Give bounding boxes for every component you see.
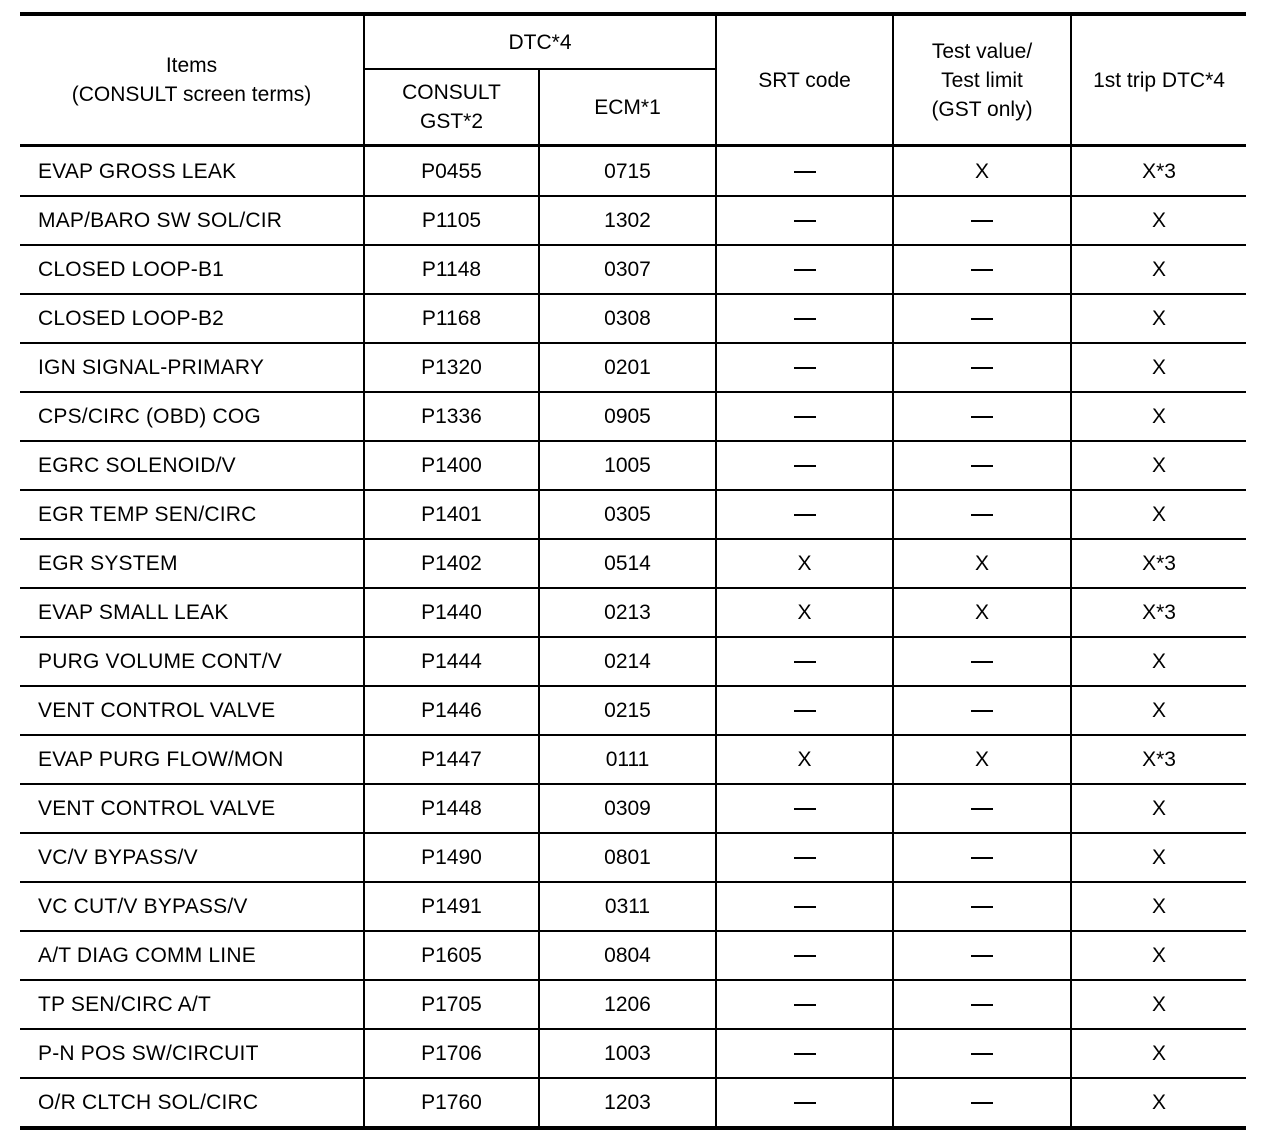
header-ecm: ECM*1 bbox=[539, 69, 716, 146]
cell-srt-code bbox=[716, 441, 893, 490]
cell-srt-code bbox=[716, 490, 893, 539]
table-row bbox=[20, 1078, 1246, 1128]
table-row bbox=[20, 882, 1246, 931]
dash-mark bbox=[794, 318, 816, 320]
cell-srt-code bbox=[716, 784, 893, 833]
cell-consult-gst: P1446 bbox=[364, 686, 539, 735]
cell-srt-code bbox=[716, 196, 893, 245]
cell-consult-gst: P1490 bbox=[364, 833, 539, 882]
cell-consult-gst: P1402 bbox=[364, 539, 539, 588]
dash-mark bbox=[971, 661, 993, 663]
dash-mark bbox=[971, 465, 993, 467]
table-row bbox=[20, 490, 1246, 539]
cell-test-value bbox=[893, 784, 1071, 833]
cell-srt-code: X bbox=[716, 588, 893, 637]
cell-consult-gst: P1401 bbox=[364, 490, 539, 539]
cell-consult-gst: P1148 bbox=[364, 245, 539, 294]
dash-mark bbox=[794, 269, 816, 271]
cell-item: EGRC SOLENOID/V bbox=[20, 441, 364, 490]
header-consult-gst bbox=[364, 69, 539, 146]
dash-mark bbox=[971, 857, 993, 859]
cell-item: P-N POS SW/CIRCUIT bbox=[20, 1029, 364, 1078]
cell-first-trip-dtc: X bbox=[1071, 637, 1246, 686]
cell-ecm: 0111 bbox=[539, 735, 716, 784]
table-row bbox=[20, 735, 1246, 784]
cell-test-value bbox=[893, 882, 1071, 931]
cell-srt-code bbox=[716, 294, 893, 343]
cell-test-value: X bbox=[893, 539, 1071, 588]
cell-first-trip-dtc: X*3 bbox=[1071, 146, 1246, 197]
dash-mark bbox=[794, 416, 816, 418]
cell-ecm: 0307 bbox=[539, 245, 716, 294]
cell-ecm: 1203 bbox=[539, 1078, 716, 1128]
table-header bbox=[20, 14, 1246, 146]
dash-mark bbox=[794, 857, 816, 859]
cell-item: CLOSED LOOP-B1 bbox=[20, 245, 364, 294]
cell-item: CLOSED LOOP-B2 bbox=[20, 294, 364, 343]
header-test-value-line-2: Test limit bbox=[941, 68, 1023, 92]
cell-test-value bbox=[893, 1078, 1071, 1128]
cell-ecm: 0905 bbox=[539, 392, 716, 441]
dash-mark bbox=[971, 318, 993, 320]
cell-first-trip-dtc: X bbox=[1071, 980, 1246, 1029]
cell-ecm: 0514 bbox=[539, 539, 716, 588]
cell-test-value: X bbox=[893, 735, 1071, 784]
cell-srt-code bbox=[716, 343, 893, 392]
cell-ecm: 1206 bbox=[539, 980, 716, 1029]
cell-first-trip-dtc: X bbox=[1071, 343, 1246, 392]
cell-ecm: 0715 bbox=[539, 146, 716, 197]
dash-mark bbox=[794, 661, 816, 663]
table-row bbox=[20, 245, 1246, 294]
cell-first-trip-dtc: X bbox=[1071, 784, 1246, 833]
cell-item: EGR SYSTEM bbox=[20, 539, 364, 588]
dash-mark bbox=[971, 269, 993, 271]
cell-item: CPS/CIRC (OBD) COG bbox=[20, 392, 364, 441]
dash-mark bbox=[971, 906, 993, 908]
header-test-value-line-1: Test value/ bbox=[931, 39, 1033, 63]
cell-first-trip-dtc: X bbox=[1071, 931, 1246, 980]
dash-mark bbox=[971, 220, 993, 222]
cell-first-trip-dtc: X*3 bbox=[1071, 539, 1246, 588]
cell-test-value bbox=[893, 196, 1071, 245]
cell-consult-gst: P1705 bbox=[364, 980, 539, 1029]
cell-first-trip-dtc: X bbox=[1071, 245, 1246, 294]
header-consult-gst-line-1: CONSULT bbox=[402, 81, 501, 104]
cell-srt-code bbox=[716, 245, 893, 294]
cell-ecm: 0309 bbox=[539, 784, 716, 833]
table-row bbox=[20, 686, 1246, 735]
cell-first-trip-dtc: X bbox=[1071, 882, 1246, 931]
dash-mark bbox=[971, 514, 993, 516]
header-srt-code: SRT code bbox=[716, 14, 893, 146]
table-row bbox=[20, 931, 1246, 980]
cell-ecm: 0305 bbox=[539, 490, 716, 539]
dash-mark bbox=[971, 1053, 993, 1055]
cell-ecm: 0201 bbox=[539, 343, 716, 392]
cell-ecm: 0215 bbox=[539, 686, 716, 735]
cell-first-trip-dtc: X bbox=[1071, 294, 1246, 343]
cell-consult-gst: P1105 bbox=[364, 196, 539, 245]
cell-test-value: X bbox=[893, 146, 1071, 197]
cell-item: VC/V BYPASS/V bbox=[20, 833, 364, 882]
cell-consult-gst: P1491 bbox=[364, 882, 539, 931]
cell-first-trip-dtc: X bbox=[1071, 1078, 1246, 1128]
table-row bbox=[20, 146, 1246, 197]
cell-srt-code bbox=[716, 931, 893, 980]
header-dtc-group: DTC*4 bbox=[364, 14, 716, 69]
table-row bbox=[20, 588, 1246, 637]
cell-srt-code bbox=[716, 980, 893, 1029]
table-row bbox=[20, 294, 1246, 343]
table-body bbox=[20, 146, 1246, 1129]
cell-item: EVAP GROSS LEAK bbox=[38, 159, 237, 183]
cell-first-trip-dtc: X*3 bbox=[1071, 735, 1246, 784]
cell-srt-code: X bbox=[716, 735, 893, 784]
header-items-line-2: (CONSULT screen terms) bbox=[71, 83, 312, 106]
cell-first-trip-dtc: X bbox=[1071, 490, 1246, 539]
dash-mark bbox=[794, 171, 816, 173]
cell-ecm: 0214 bbox=[539, 637, 716, 686]
cell-ecm: 0804 bbox=[539, 931, 716, 980]
cell-consult-gst: P1336 bbox=[364, 392, 539, 441]
dash-mark bbox=[794, 1004, 816, 1006]
dash-mark bbox=[971, 808, 993, 810]
cell-consult-gst: P1448 bbox=[364, 784, 539, 833]
cell-test-value bbox=[893, 686, 1071, 735]
cell-item: EGR TEMP SEN/CIRC bbox=[20, 490, 364, 539]
dash-mark bbox=[971, 1004, 993, 1006]
cell-test-value bbox=[893, 1029, 1071, 1078]
cell-item: EVAP SMALL LEAK bbox=[20, 588, 364, 637]
header-items bbox=[20, 14, 364, 146]
cell-consult-gst: P1760 bbox=[364, 1078, 539, 1128]
header-consult-gst-line-2: GST*2 bbox=[419, 110, 484, 133]
dash-mark bbox=[971, 1102, 993, 1104]
table-row bbox=[20, 980, 1246, 1029]
cell-test-value bbox=[893, 833, 1071, 882]
cell-consult-gst: P1605 bbox=[364, 931, 539, 980]
cell-item: O/R CLTCH SOL/CIRC bbox=[20, 1078, 364, 1128]
dtc-table bbox=[20, 12, 1246, 1130]
cell-first-trip-dtc: X*3 bbox=[1071, 588, 1246, 637]
cell-srt-code bbox=[716, 882, 893, 931]
cell-ecm: 0308 bbox=[539, 294, 716, 343]
cell-first-trip-dtc: X bbox=[1071, 833, 1246, 882]
cell-consult-gst: P1168 bbox=[364, 294, 539, 343]
cell-consult-gst: P0455 bbox=[364, 146, 539, 197]
table-row bbox=[20, 1029, 1246, 1078]
cell-test-value bbox=[893, 980, 1071, 1029]
cell-srt-code bbox=[716, 392, 893, 441]
table-row bbox=[20, 784, 1246, 833]
cell-first-trip-dtc: X bbox=[1071, 441, 1246, 490]
dash-mark bbox=[794, 906, 816, 908]
cell-consult-gst: P1706 bbox=[364, 1029, 539, 1078]
cell-srt-code bbox=[716, 1078, 893, 1128]
cell-test-value bbox=[893, 245, 1071, 294]
dash-mark bbox=[794, 514, 816, 516]
cell-item: EVAP PURG FLOW/MON bbox=[20, 735, 364, 784]
dash-mark bbox=[794, 367, 816, 369]
cell-first-trip-dtc: X bbox=[1071, 196, 1246, 245]
cell-srt-code bbox=[716, 833, 893, 882]
header-items-line-1: Items bbox=[165, 54, 218, 77]
cell-consult-gst: P1400 bbox=[364, 441, 539, 490]
dash-mark bbox=[971, 367, 993, 369]
dash-mark bbox=[971, 955, 993, 957]
header-test-value-line-3: (GST only) bbox=[931, 97, 1033, 121]
table-row bbox=[20, 637, 1246, 686]
table-row bbox=[20, 343, 1246, 392]
cell-test-value bbox=[893, 441, 1071, 490]
cell-srt-code: X bbox=[716, 539, 893, 588]
cell-ecm: 1005 bbox=[539, 441, 716, 490]
cell-item: VENT CONTROL VALVE bbox=[20, 784, 364, 833]
header-first-trip-dtc: 1st trip DTC*4 bbox=[1071, 14, 1246, 146]
cell-consult-gst: P1440 bbox=[364, 588, 539, 637]
dash-mark bbox=[794, 1102, 816, 1104]
header-test-value bbox=[893, 14, 1071, 146]
cell-test-value: X bbox=[893, 588, 1071, 637]
cell-item: TP SEN/CIRC A/T bbox=[20, 980, 364, 1029]
cell-item: MAP/BARO SW SOL/CIR bbox=[20, 196, 364, 245]
cell-test-value bbox=[893, 392, 1071, 441]
table-row bbox=[20, 539, 1246, 588]
cell-srt-code bbox=[716, 1029, 893, 1078]
dash-mark bbox=[794, 1053, 816, 1055]
dash-mark bbox=[971, 710, 993, 712]
cell-ecm: 0213 bbox=[539, 588, 716, 637]
cell-item: PURG VOLUME CONT/V bbox=[20, 637, 364, 686]
cell-first-trip-dtc: X bbox=[1071, 392, 1246, 441]
cell-item: IGN SIGNAL-PRIMARY bbox=[20, 343, 364, 392]
cell-test-value bbox=[893, 931, 1071, 980]
cell-srt-code bbox=[716, 146, 893, 197]
cell-ecm: 1003 bbox=[539, 1029, 716, 1078]
cell-ecm: 0801 bbox=[539, 833, 716, 882]
cell-srt-code bbox=[716, 637, 893, 686]
cell-ecm: 1302 bbox=[539, 196, 716, 245]
cell-consult-gst: P1320 bbox=[364, 343, 539, 392]
dtc-table-sheet bbox=[20, 12, 1246, 1130]
cell-ecm: 0311 bbox=[539, 882, 716, 931]
cell-test-value bbox=[893, 637, 1071, 686]
cell-item: A/T DIAG COMM LINE bbox=[20, 931, 364, 980]
cell-test-value bbox=[893, 490, 1071, 539]
table-row bbox=[20, 833, 1246, 882]
table-row bbox=[20, 441, 1246, 490]
table-row bbox=[20, 196, 1246, 245]
cell-consult-gst: P1447 bbox=[364, 735, 539, 784]
cell-consult-gst: P1444 bbox=[364, 637, 539, 686]
cell-first-trip-dtc: X bbox=[1071, 686, 1246, 735]
dash-mark bbox=[794, 220, 816, 222]
cell-item: VENT CONTROL VALVE bbox=[20, 686, 364, 735]
cell-test-value bbox=[893, 343, 1071, 392]
cell-item: VC CUT/V BYPASS/V bbox=[20, 882, 364, 931]
cell-test-value bbox=[893, 294, 1071, 343]
dash-mark bbox=[794, 808, 816, 810]
cell-first-trip-dtc: X bbox=[1071, 1029, 1246, 1078]
table-row bbox=[20, 392, 1246, 441]
dash-mark bbox=[971, 416, 993, 418]
cell-srt-code bbox=[716, 686, 893, 735]
dash-mark bbox=[794, 710, 816, 712]
dash-mark bbox=[794, 465, 816, 467]
dash-mark bbox=[794, 955, 816, 957]
